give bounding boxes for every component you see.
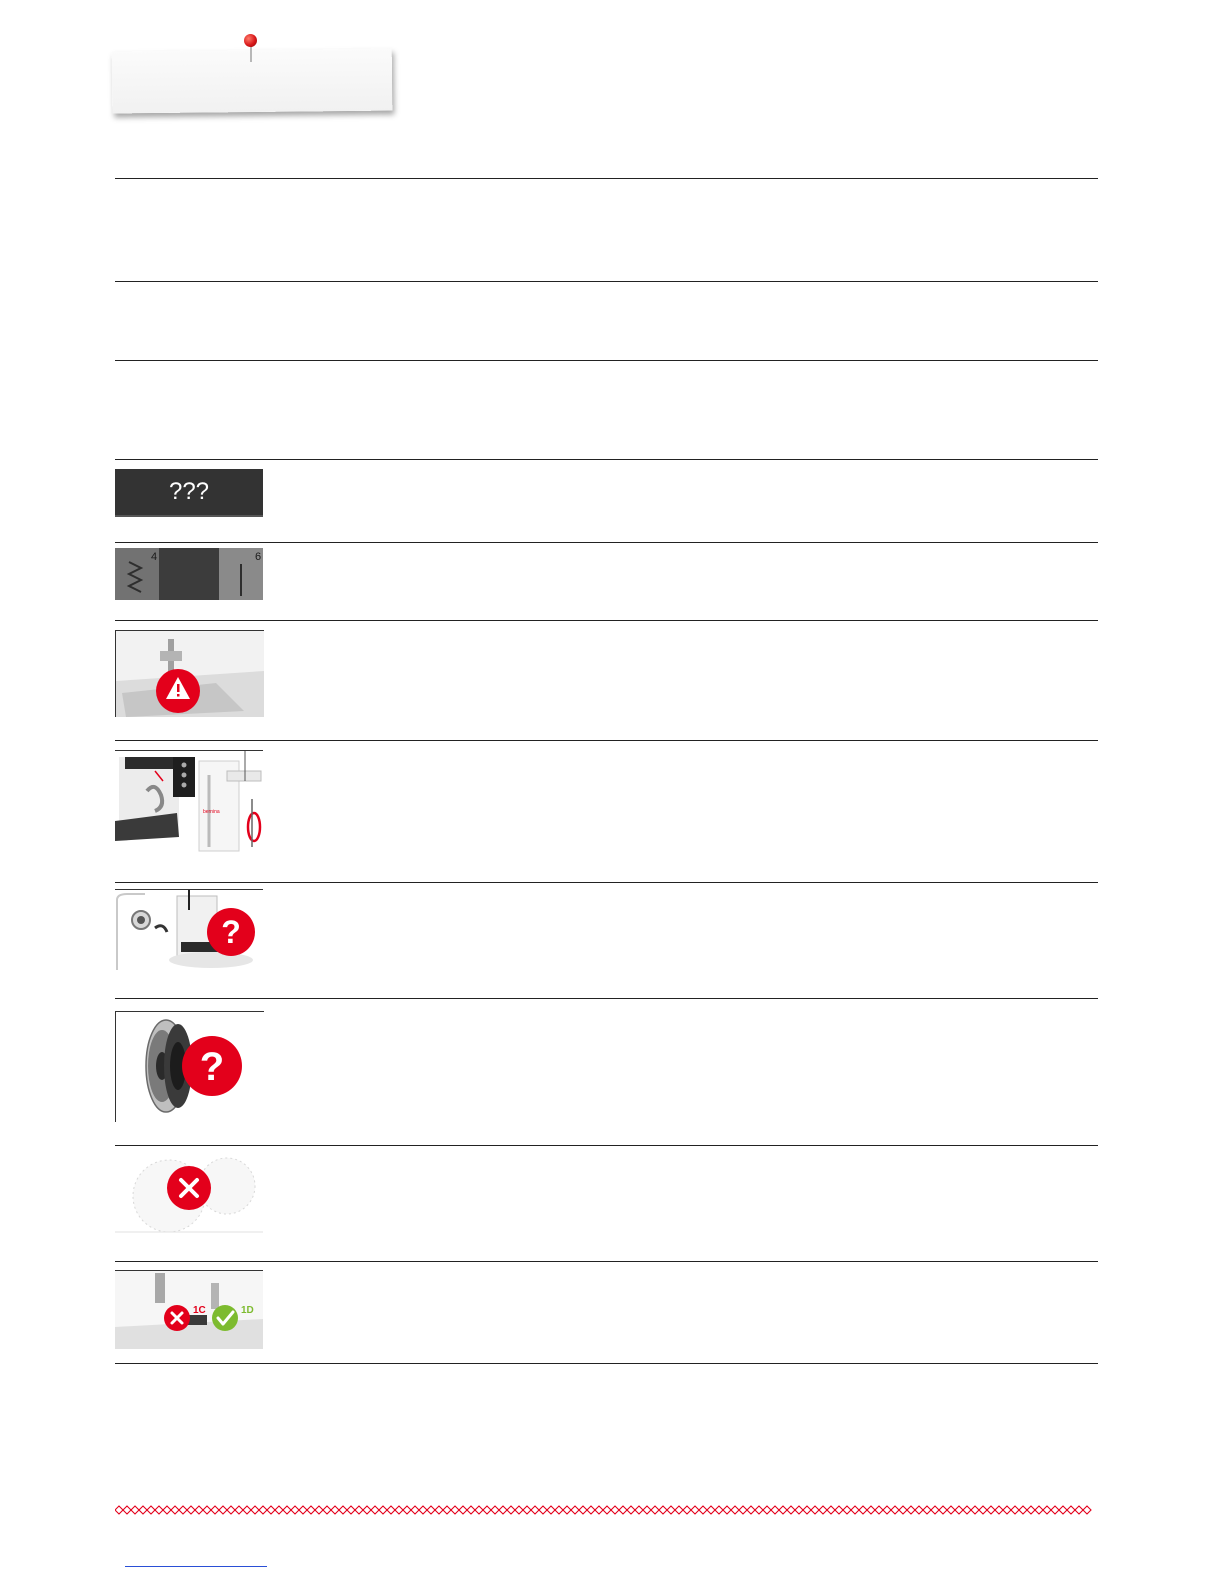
table-rule (115, 459, 1098, 460)
stitch-number-label: 4 (151, 551, 158, 563)
pin-needle (250, 46, 252, 62)
header-note (112, 49, 393, 114)
presser-foot-check-icon (115, 1270, 263, 1349)
table-rule (115, 281, 1098, 282)
foot-label-correct: 1D (241, 1305, 254, 1316)
diamond-chain (115, 1506, 1091, 1514)
stitch-number-label: 6 (255, 551, 262, 563)
stitch-selector-icon (115, 548, 263, 600)
table-rule (115, 1261, 1098, 1262)
table-rule-top (115, 178, 1098, 179)
table-rule (115, 1145, 1098, 1146)
svg-text:bernina: bernina (203, 809, 220, 815)
svg-text:?: ? (221, 914, 241, 950)
dial-error-icon (115, 1152, 263, 1234)
bobbin-question-icon (115, 1011, 264, 1122)
table-rule (115, 740, 1098, 741)
unknown-value-icon (115, 469, 263, 517)
svg-text:?: ? (199, 1045, 225, 1089)
needle-plate-warning-icon (115, 630, 264, 717)
footer-link[interactable] (125, 1552, 267, 1567)
table-rule (115, 360, 1098, 361)
table-rule-bottom (115, 1363, 1098, 1364)
table-rule (115, 542, 1098, 543)
decorative-diamond-border (115, 1500, 1098, 1520)
table-rule (115, 998, 1098, 999)
threading-illustration-icon (115, 750, 263, 855)
foot-label-wrong: 1C (193, 1305, 206, 1316)
unknown-value-label: ??? (168, 478, 210, 505)
pin-icon (244, 34, 257, 47)
table-rule (115, 882, 1098, 883)
bobbin-winder-question-icon (115, 889, 263, 974)
table-rule (115, 620, 1098, 621)
